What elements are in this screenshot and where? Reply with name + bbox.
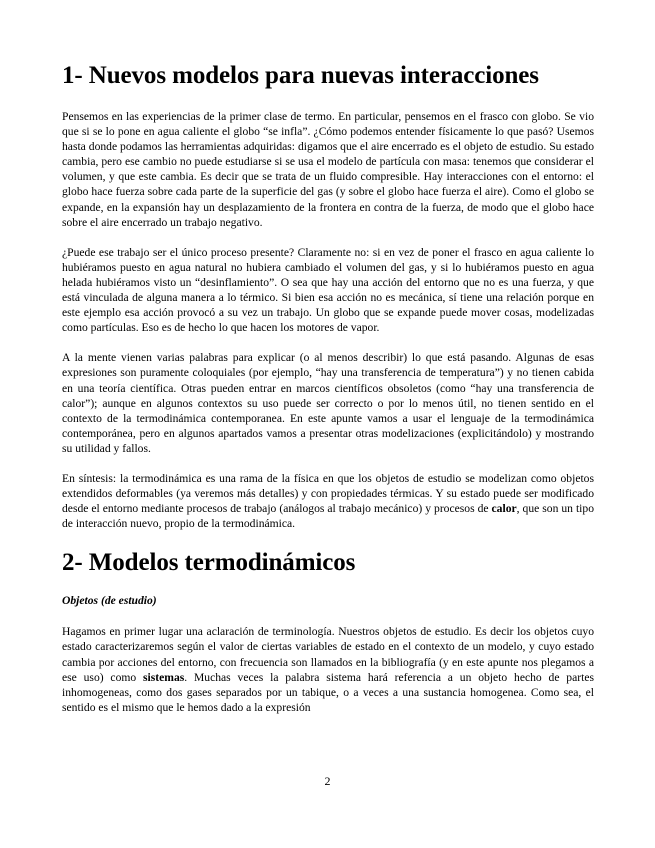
page-number: 2 <box>324 774 331 788</box>
paragraph-text: Hagamos en primer lugar una aclaración de terminología. Nuestros objetos de estudio. Es decir los objetos cuyo estado caracterizaremos según el valor de ciertas variables de estado en el contexto de un modelo, y cuyo estado cambia por acciones del entorno, con frecuencia son llamados en la bibliografía (y en este apunte nos plegamos a ese uso) como <box>62 625 594 684</box>
page-content <box>62 60 594 730</box>
section-2-paragraph-1 <box>62 624 594 715</box>
section-1-heading: 1- Nuevos modelos para nuevas interacciones <box>62 62 539 89</box>
paragraph-text: , que son un tipo de interacción nuevo, propio de la termodinámica. <box>62 502 594 531</box>
paragraph-text: En síntesis: la termodinámica es una rama de la física en que los objetos de estudio se modelizan como objetos extendidos deformables (ya veremos más detalles) y con propiedades térmicas. Y su estado puede ser modificado desde el entorno mediante procesos de trabajo (análogos al trabajo mecánico) y procesos de <box>62 471 594 516</box>
paragraph-text: . Muchas veces la palabra sistema hará referencia a un objeto hecho de partes inhomogeneas, como dos gases separados por un tabique, o a veces a una sustancia homogenea. Como sea, el sentido es el mismo que le hemos dado a la expresión <box>62 670 594 714</box>
section-1-paragraph-2: ¿Puede ese trabajo ser el único proceso presente? Claramente no: si en vez de poner el frasco en agua caliente lo hubiéramos puesto en agua natural no hubiera cambiado el volumen del gas, y si lo hubiéramos puesto en agua helada hubiéramos visto un “desinflamiento”. O sea que hay una acción del entorno que no es una fuerza, y que está vinculada de alguna manera a lo térmico. Si bien esa acción no es mecánica, sí tiene una relación porque en este ejemplo esa acción provocó a su vez un trabajo. Un globo que se expande puede mover cosas, modelizadas como partículas. Eso es de hecho lo que hacen los motores de vapor. <box>62 245 594 335</box>
section-1-paragraph-3: A la mente vienen varias palabras para explicar (o al menos describir) lo que está pasando. Algunas de esas expresiones son puramente coloquiales (por ejemplo, “hay una transferencia de temperatura”) y no tienen cabida en una teoría científica. Otras pueden entrar en marcos científicos obsoletos (como “hay una transferencia de calor”); aunque en algunos contextos su uso puede ser correcto o por lo menos útil, no tienen sentido en el contexto de la termodinámica contemporanea. En este apunte vamos a usar el lenguaje de la termodinámica contemporánea, pero en algunos apartados vamos a presentar otras modelizaciones (explicitándolo) y mostrando su utilidad y fallos. <box>62 351 594 455</box>
section-1-paragraph-4 <box>62 471 594 531</box>
bold-term-sistemas: sistemas <box>143 670 185 684</box>
section-1-paragraph-1: Pensemos en las experiencias de la primer clase de termo. En particular, pensemos en el frasco con globo. Se vio que si se lo pone en agua caliente el globo “se infla”. ¿Cómo podemos entender físicamente lo que pasó? Usemos hasta donde podamos las herramientas adquiridas: digamos que el aire encerrado es el objeto de estudio. Su estado cambia, pero ese cambio no puede estudiarse si se usa el modelo de partícula con masa: tenemos que considerar el volumen, y que este cambia. Es decir que se trata de un fluido compresible. Hay interacciones con el entorno: el globo hace fuerza sobre cada parte de la superficie del gas (y sobre el globo hace fuerza el aire). Como el globo se expande, en la expansión hay un desplazamiento de la frontera en contra de la fuerza, de modo que el globo hace sobre el aire encerrado un trabajo negativo. <box>62 110 594 229</box>
subheading-objetos: Objetos (de estudio) <box>62 594 157 608</box>
section-2-heading: 2- Modelos termodinámicos <box>62 549 356 577</box>
bold-term-calor: calor <box>491 502 517 516</box>
